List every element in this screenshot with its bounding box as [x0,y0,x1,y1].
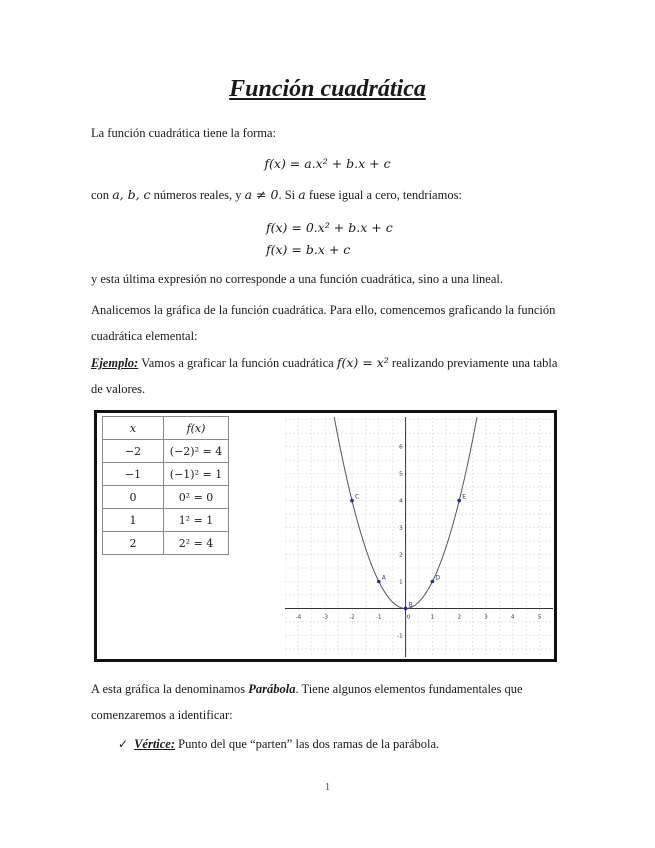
table-row [103,440,229,463]
vertex-term: Vértice: [134,737,176,751]
x-tick-label: 1 [430,614,435,621]
y-tick-label: 4 [399,498,403,505]
table-row [103,509,229,532]
example-paragraph [91,350,561,402]
page-number: 1 [324,781,331,793]
example-label: Ejemplo: [91,356,139,370]
point-label-a: A [381,574,386,582]
table-cell: 2 [103,532,164,555]
table-cell: 2² = 4 [164,532,229,555]
formula-zero: f(x) = 0.x² + b.x + c [266,220,393,235]
x-tick-label: 0 [406,614,411,621]
y-tick-label: 3 [399,525,403,532]
table-cell: 0² = 0 [164,486,229,509]
table-cell: (−2)² = 4 [164,440,229,463]
point-e [457,499,461,503]
parabola-term: Parábola [248,682,296,696]
example-text-pre: Vamos a graficar la función cuadrática [138,356,337,370]
x-tick-label: -1 [376,614,382,621]
vertex-bullet [118,733,439,755]
x-tick-label: -3 [322,614,328,621]
x-tick-label: 4 [511,614,515,621]
linear-note: y esta última expresión no corresponde a una función cuadrática, sino a una lineal. [91,272,504,286]
values-table [102,416,229,555]
x-tick-label: 2 [457,614,461,621]
table-cell: 0 [103,486,164,509]
analysis-text: Analicemos la gráfica de la función cuadrática. Para ello, comencemos graficando la función cuadrática elemental: [91,303,556,343]
formula-main: f(x) = a.x² + b.x + c [264,156,391,171]
page-title: Función cuadrática [229,76,426,102]
y-tick-label: 1 [399,579,403,586]
table-row [103,463,229,486]
y-tick-label: 2 [399,552,403,559]
y-tick-label: -1 [397,633,403,640]
condition-vars: a, b, c [112,187,151,202]
table-row [103,486,229,509]
table-cell: 1² = 1 [164,509,229,532]
table-row [103,532,229,555]
table-cell: (−1)² = 1 [164,463,229,486]
condition-var-a: a [298,187,306,202]
intro-text: La función cuadrática tiene la forma: [91,126,276,140]
y-tick-label: 5 [399,471,403,478]
x-tick-label: 3 [484,614,488,621]
condition-end: fuese igual a cero, tendríamos: [305,188,462,202]
condition-text [91,182,561,208]
condition-pre: con [91,188,113,202]
check-icon: ✓ [118,737,129,751]
figure-box [94,410,557,662]
point-d [431,580,435,584]
x-tick-label: 5 [537,614,542,621]
table-header-x: x [103,417,164,440]
point-b [404,607,408,611]
point-a [377,580,381,584]
formula-linear: f(x) = b.x + c [266,242,351,257]
table-header-row [103,417,229,440]
point-c [350,499,354,503]
table-cell: 1 [103,509,164,532]
x-tick-label: -2 [349,614,355,621]
parabola-text-pre: A esta gráfica la denominamos [91,682,249,696]
table-cell: −2 [103,440,164,463]
parabola-text-post: . Tiene algunos elementos fundamentales que comenzaremos a identificar: [91,682,523,722]
point-label-c: C [355,493,360,501]
condition-mid: números reales, y [150,188,245,202]
point-label-b: B [408,601,413,609]
point-label-e: E [462,493,466,501]
parabola-graph [285,417,553,657]
y-tick-label: 6 [399,444,403,451]
table-header-fx: f(x) [164,417,229,440]
x-tick-label: -4 [295,614,302,621]
point-label-d: D [435,574,441,582]
condition-post: . Si [278,188,299,202]
parabola-paragraph [91,676,561,728]
vertex-text: Punto del que “parten” las dos ramas de la parábola. [175,737,440,751]
example-formula: f(x) = x² [336,355,389,370]
table-cell: −1 [103,463,164,486]
condition-inequality: a ≠ 0 [244,187,279,202]
example-text-post: realizando previamente una tabla de valores. [91,356,558,396]
